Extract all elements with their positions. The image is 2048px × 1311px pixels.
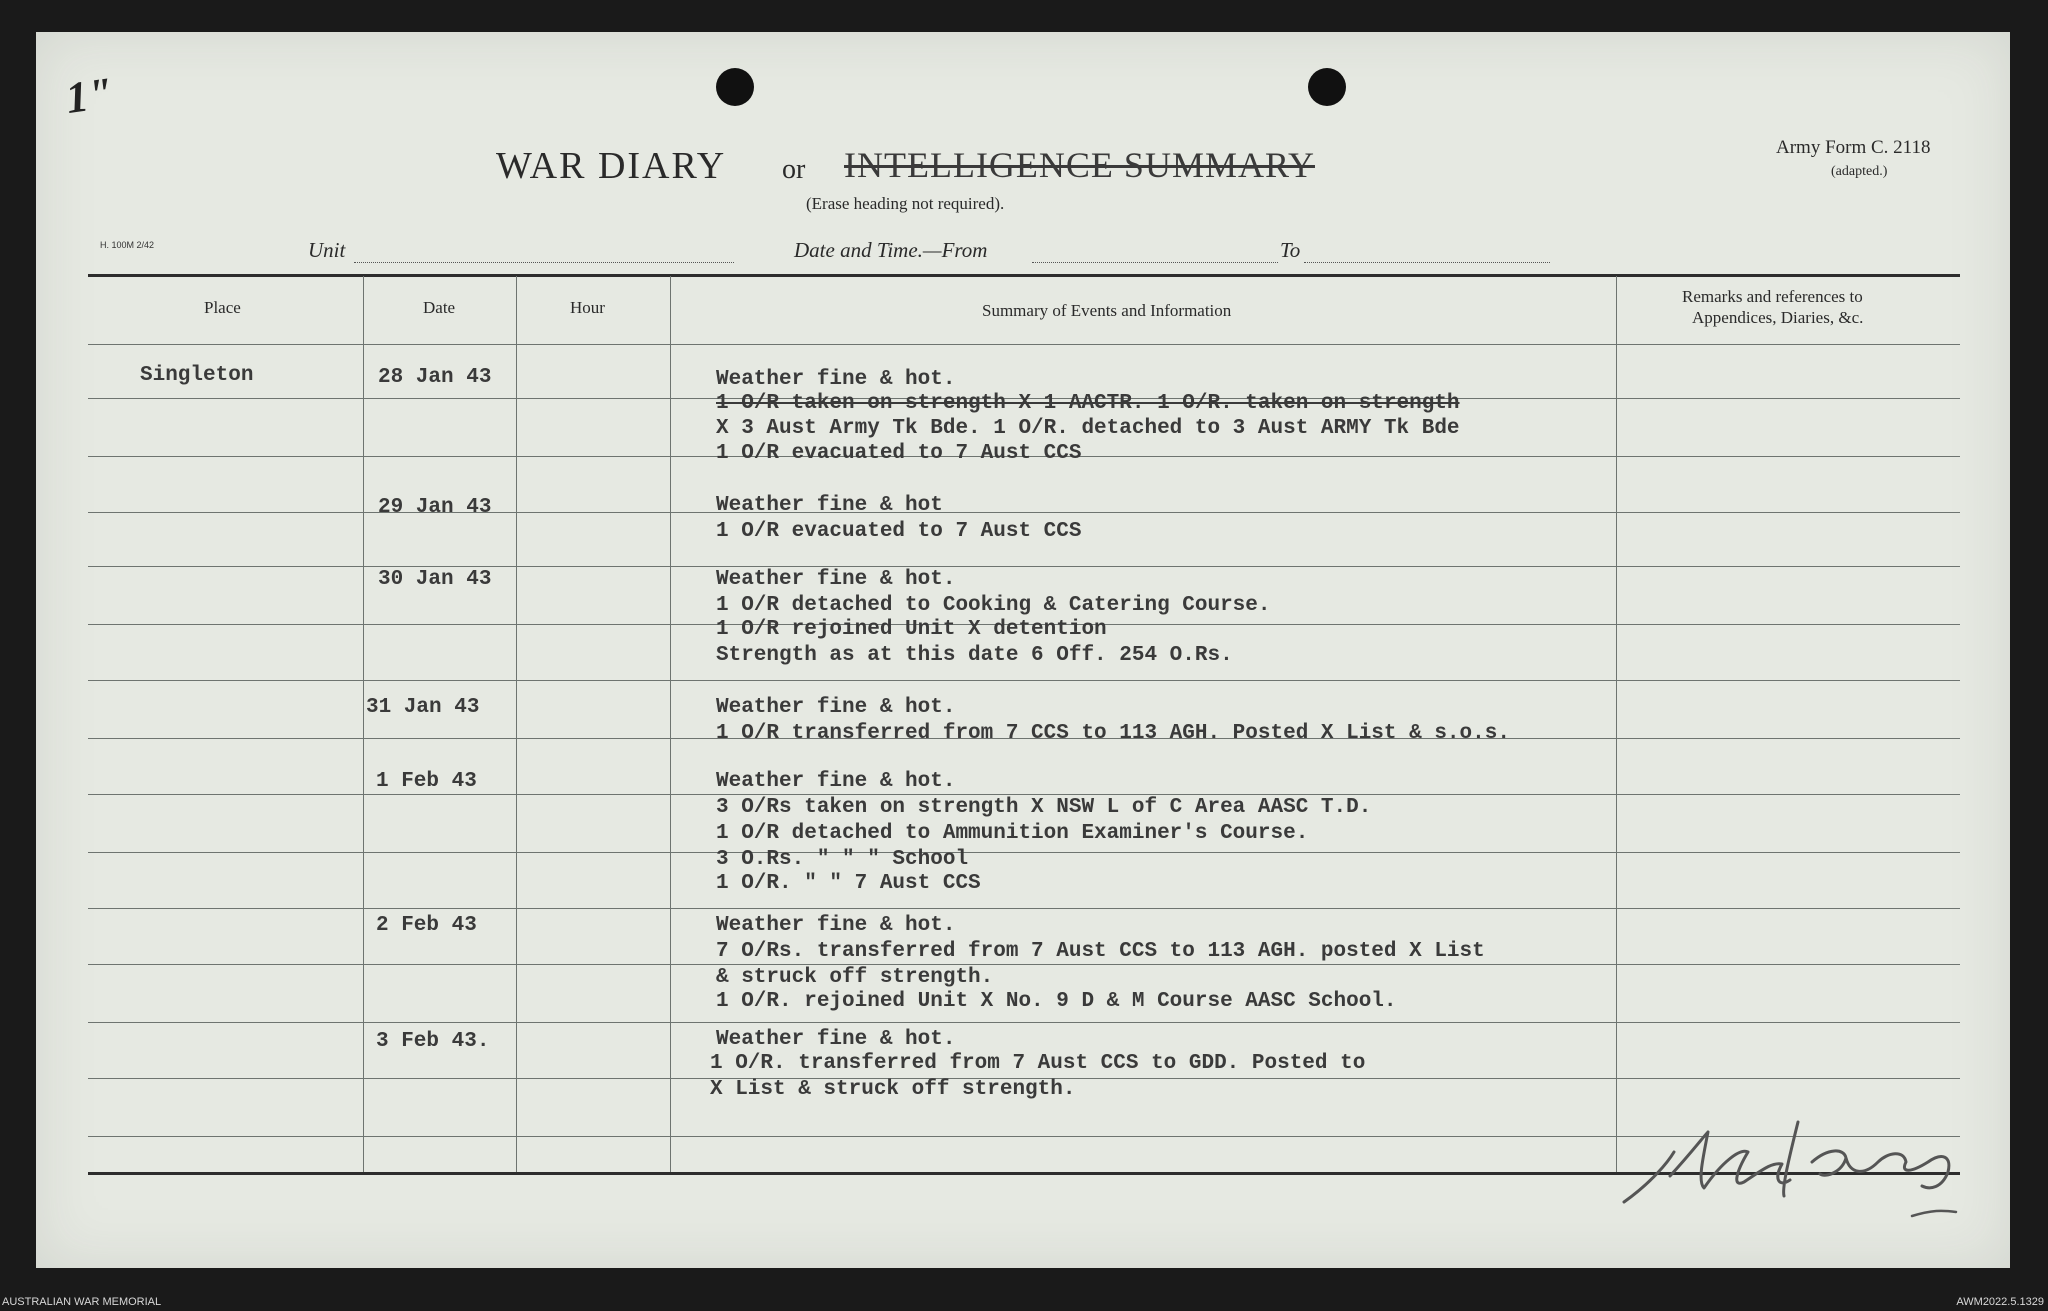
entry-date: 1 Feb 43 (376, 770, 477, 793)
footer-reference: AWM2022.5.1329 (1956, 1296, 2044, 1308)
ruled-line (88, 794, 1960, 795)
col-divider-place (363, 276, 364, 1172)
entry-line: 1 O/R detached to Cooking & Catering Course. (716, 594, 1271, 617)
ruled-line (88, 964, 1960, 965)
entry-line: X List & struck off strength. (710, 1078, 1076, 1101)
ruled-line (88, 1022, 1960, 1023)
entry-line: 1 O/R detached to Ammunition Examiner's Course. (716, 822, 1309, 845)
entry-line: Weather fine & hot. (716, 1028, 956, 1051)
entry-line: 1 O/R. transferred from 7 Aust CCS to GDD. Posted to (710, 1052, 1366, 1075)
entry-line: Weather fine & hot. (716, 914, 956, 937)
entry-line: 1 O/R transferred from 7 CCS to 113 AGH. Posted X List & s.o.s. (716, 722, 1510, 745)
punch-hole-left (716, 68, 754, 106)
header-place: Place (204, 298, 241, 317)
ruled-line (88, 680, 1960, 681)
entry-line: 1 O/R taken on strength X 1 AACTR. 1 O/R. taken on strength (716, 392, 1460, 415)
place-value: Singleton (140, 364, 254, 387)
header-rule (88, 344, 1960, 345)
entry-line: 1 O/R evacuated to 7 Aust CCS (716, 520, 1082, 543)
col-divider-summary (1616, 276, 1617, 1172)
punch-hole-right (1308, 68, 1346, 106)
entry-line: X 3 Aust Army Tk Bde. 1 O/R. detached to 3 Aust ARMY Tk Bde (716, 417, 1460, 440)
entry-date: 30 Jan 43 (378, 568, 492, 591)
footer-source: AUSTRALIAN WAR MEMORIAL (2, 1296, 162, 1308)
col-divider-date (516, 276, 517, 1172)
army-form-number: Army Form C. 2118 (1776, 137, 1931, 158)
print-code: H. 100M 2/42 (100, 240, 155, 250)
table-top-rule (88, 274, 1960, 277)
entry-line: 1 O/R rejoined Unit X detention (716, 618, 1107, 641)
entry-line: 1 O/R. " " 7 Aust CCS (716, 872, 981, 895)
header-summary: Summary of Events and Information (982, 301, 1232, 320)
form-title: WAR DIARY (496, 145, 727, 187)
entry-line: Weather fine & hot. (716, 368, 956, 391)
entry-line: Weather fine & hot. (716, 696, 956, 719)
col-divider-hour (670, 276, 671, 1172)
date-to-line (1304, 262, 1550, 263)
entry-line: 1 O/R. rejoined Unit X No. 9 D & M Course AASC School. (716, 990, 1397, 1013)
entry-line: 3 O/Rs taken on strength X NSW L of C Area AASC T.D. (716, 796, 1372, 819)
header-remarks-line1: Remarks and references to (1682, 287, 1863, 306)
header-remarks-line2: Appendices, Diaries, &c. (1692, 308, 1864, 327)
ruled-line (88, 908, 1960, 909)
entry-line: 1 O/R evacuated to 7 Aust CCS (716, 442, 1082, 465)
date-time-label: Date and Time.—From (794, 238, 988, 262)
entry-line: & struck off strength. (716, 966, 994, 989)
to-label: To (1280, 238, 1301, 262)
diary-page (36, 32, 2010, 1268)
header-hour: Hour (570, 298, 605, 317)
entry-line: 7 O/Rs. transferred from 7 Aust CCS to 113 AGH. posted X List (716, 940, 1485, 963)
entry-line: Weather fine & hot. (716, 770, 956, 793)
ruled-line (88, 566, 1960, 567)
unit-field-line (354, 262, 734, 263)
corner-mark: 1" (62, 68, 116, 123)
form-title-struck: INTELLIGENCE SUMMARY (844, 145, 1315, 185)
entry-date: 28 Jan 43 (378, 366, 492, 389)
ruled-line (88, 852, 1960, 853)
ruled-line (88, 512, 1960, 513)
entry-date: 2 Feb 43 (376, 914, 477, 937)
army-form-adapted: (adapted.) (1831, 164, 1888, 179)
entry-line: Weather fine & hot. (716, 568, 956, 591)
form-title-or: or (782, 154, 806, 185)
date-from-line (1032, 262, 1278, 263)
entry-line: Weather fine & hot (716, 494, 943, 517)
entry-date: 31 Jan 43 (366, 696, 480, 719)
entry-line: Strength as at this date 6 Off. 254 O.Rs. (716, 644, 1233, 667)
signature (1612, 1092, 1972, 1242)
header-date: Date (423, 298, 456, 317)
entry-date: 29 Jan 43 (378, 496, 492, 519)
entry-date: 3 Feb 43. (376, 1030, 490, 1053)
unit-label: Unit (308, 238, 346, 262)
entry-line: 3 O.Rs. " " " School (716, 848, 969, 871)
erase-note: (Erase heading not required). (806, 194, 1005, 213)
